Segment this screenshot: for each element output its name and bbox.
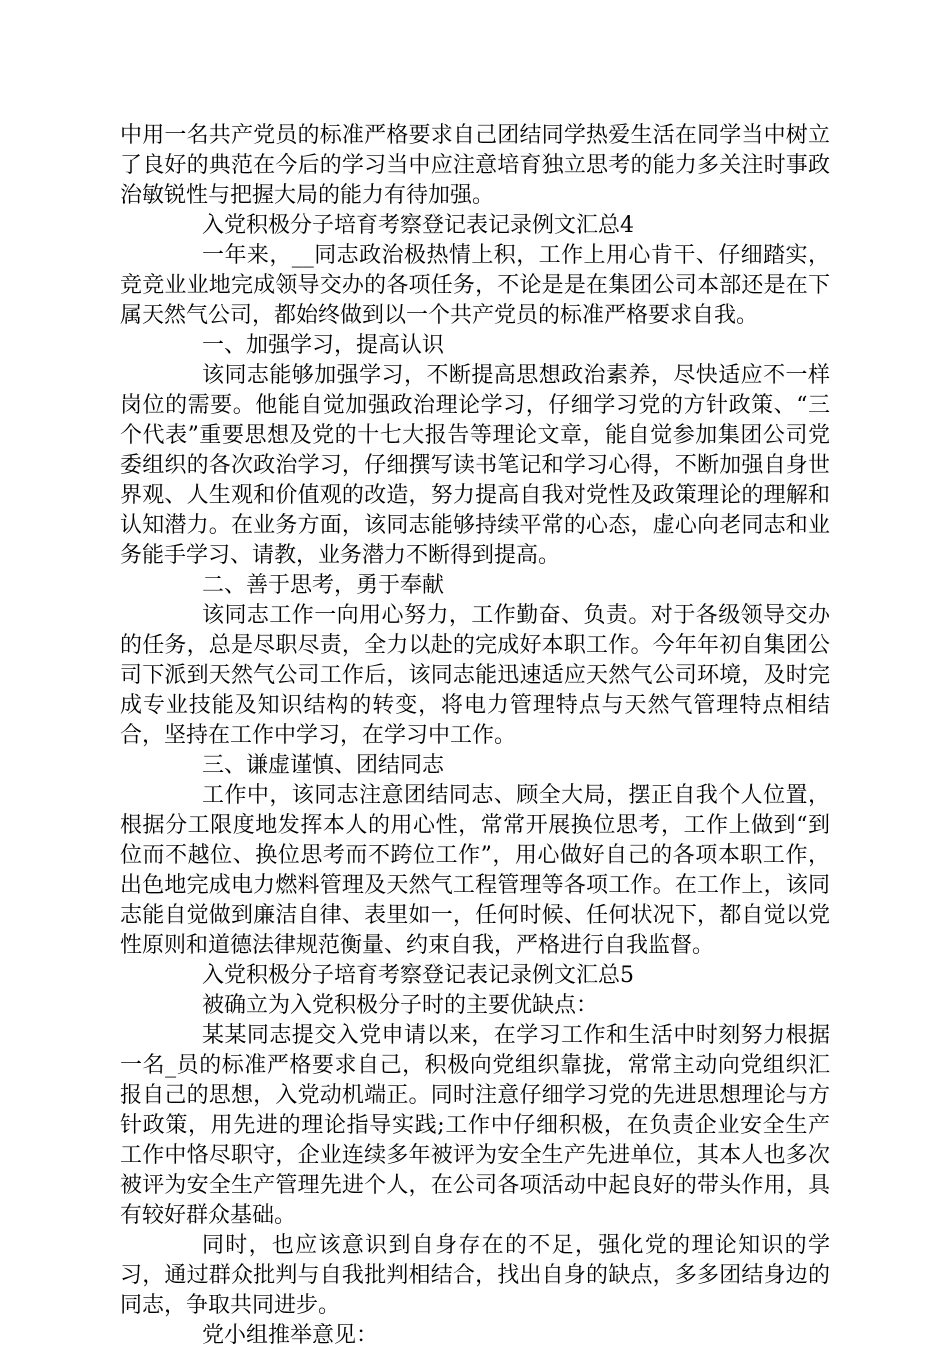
paragraph-intro: 一年来，__同志政治极热情上积，工作上用心肯干、仔细踏实，竞竞业业地完成领导交办的各项任务，不论是是在集团公司本部还是在下属天然气公司，都始终做到以一个共产党员的标准严格要求自我。 [120, 243, 830, 328]
paragraph-weaknesses: 同时，也应该意识到自身存在的不足，强化党的理论知识的学习，通过群众批判与自我批判相结合，找出自身的缺点，多多团结身边的同志，争取共同进步。 [120, 1233, 830, 1318]
paragraph-thinking: 该同志工作一向用心努力，工作勤奋、负责。对于各级领导交办的任务，总是尽职尽责，全力以赴的完成好本职工作。今年年初自集团公司下派到天然气公司工作后，该同志能迅速适应天然气公司环境，及时完成专业技能及知识结构的转变，将电力管理特点与天然气管理特点相结合，坚持在工作中学习，在学习中工作。 [120, 603, 830, 748]
paragraph-unity: 工作中，该同志注意团结同志、顾全大局，摆正自我个人位置，根据分工限度地发挥本人的用心性，常常开展换位思考，工作上做到“到位而不越位、换位思考而不跨位工作”，用心做好自己的各项本职工作，出色地完成电力燃料管理及天然气工程管理等各项工作。在工作上，该同志能自觉做到廉洁自律、表里如一，任何时候、任何状况下，都自觉以党性原则和道德法律规范衡量、约束自我，严格进行自我监督。 [120, 783, 830, 958]
paragraph-group-opinion-label: 党小组推举意见： [202, 1323, 379, 1348]
subheading-thinking: 二、善于思考，勇于奉献 [202, 573, 445, 598]
paragraph-strengths: 某某同志提交入党申请以来，在学习工作和生活中时刻努力根据一名_员的标准严格要求自己，积极向党组织靠拢，常常主动向党组织汇报自己的思想，入党动机端正。同时注意仔细学习党的先进思想理论与方针政策，用先进的理论指导实践;工作中仔细积极，在负责企业安全生产工作中恪尽职守，企业连续多年被评为安全生产先进单位，其本人也多次被评为安全生产管理先进个人，在公司各项活动中起良好的带头作用，具有较好群众基础。 [120, 1023, 830, 1228]
paragraph-strengths-label: 被确立为入党积极分子时的主要优缺点： [202, 993, 599, 1018]
paragraph-study: 该同志能够加强学习，不断提高思想政治素养，尽快适应不一样岗位的需要。他能自觉加强政治理论学习，仔细学习党的方针政策、“三个代表”重要思想及党的十七大报告等理论文章，能自觉参加集团公司党委组织的各次政治学习，仔细撰写读书笔记和学习心得，不断加强自身世界观、人生观和价值观的改造，努力提高自我对党性及政策理论的理解和认知潜力。在业务方面，该同志能够持续平常的心态，虚心向老同志和业务能手学习、请教，业务潜力不断得到提高。 [120, 363, 830, 568]
section-heading-example-5: 入党积极分子培育考察登记表记录例文汇总5 [202, 963, 634, 988]
paragraph-continuation: 中用一名共产党员的标准严格要求自己团结同学热爱生活在同学当中树立了良好的典范在今后的学习当中应注意培育独立思考的能力多关注时事政治敏锐性与把握大局的能力有待加强。 [120, 123, 830, 208]
section-heading-example-4: 入党积极分子培育考察登记表记录例文汇总4 [202, 213, 634, 238]
document-page [120, 121, 830, 1351]
subheading-unity: 三、谦虚谨慎、团结同志 [202, 753, 445, 778]
subheading-study: 一、加强学习，提高认识 [202, 333, 445, 358]
